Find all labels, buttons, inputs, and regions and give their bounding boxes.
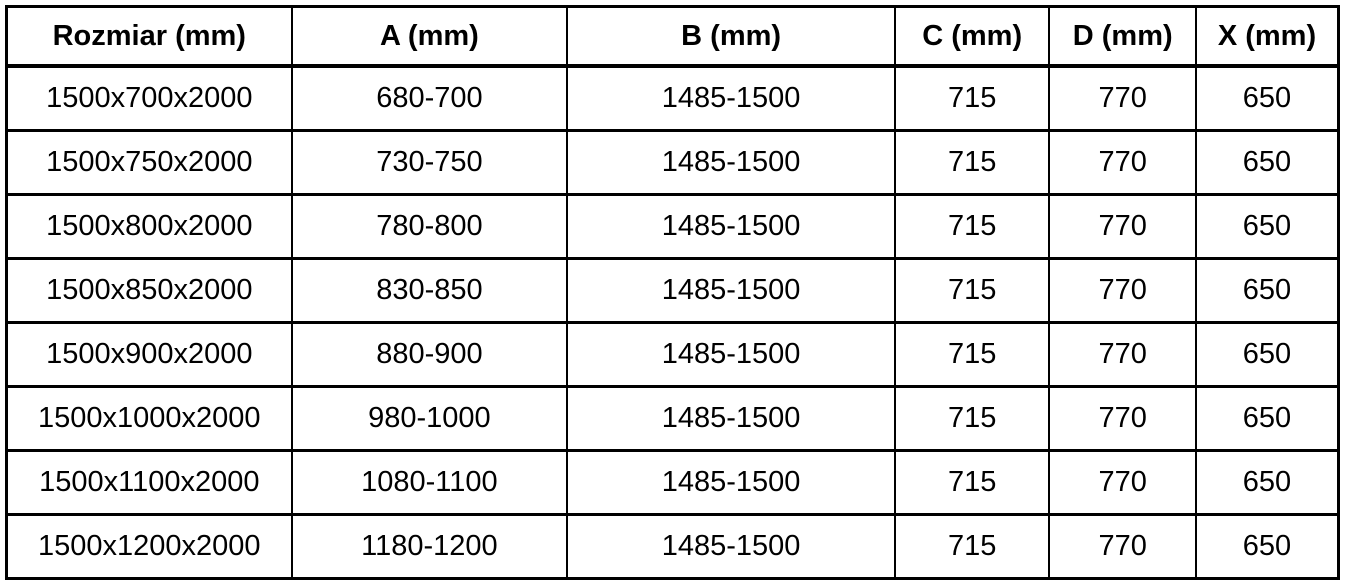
cell-x: 650 <box>1196 195 1339 259</box>
column-header-a: A (mm) <box>292 7 568 67</box>
cell-b: 1485-1500 <box>567 387 895 451</box>
cell-a: 680-700 <box>292 66 568 131</box>
table-row <box>7 66 1339 131</box>
cell-c: 715 <box>895 323 1050 387</box>
cell-c: 715 <box>895 66 1050 131</box>
cell-x: 650 <box>1196 515 1339 579</box>
cell-x: 650 <box>1196 451 1339 515</box>
cell-d: 770 <box>1049 195 1196 259</box>
cell-d: 770 <box>1049 387 1196 451</box>
table-header-row <box>7 7 1339 67</box>
cell-c: 715 <box>895 387 1050 451</box>
cell-x: 650 <box>1196 131 1339 195</box>
cell-rozmiar: 1500x750x2000 <box>7 131 292 195</box>
cell-c: 715 <box>895 451 1050 515</box>
cell-b: 1485-1500 <box>567 131 895 195</box>
cell-d: 770 <box>1049 323 1196 387</box>
cell-b: 1485-1500 <box>567 195 895 259</box>
column-header-rozmiar: Rozmiar (mm) <box>7 7 292 67</box>
cell-d: 770 <box>1049 451 1196 515</box>
column-header-d: D (mm) <box>1049 7 1196 67</box>
cell-rozmiar: 1500x900x2000 <box>7 323 292 387</box>
cell-b: 1485-1500 <box>567 515 895 579</box>
column-header-b: B (mm) <box>567 7 895 67</box>
table-row <box>7 387 1339 451</box>
cell-c: 715 <box>895 259 1050 323</box>
table-row <box>7 515 1339 579</box>
cell-b: 1485-1500 <box>567 259 895 323</box>
cell-rozmiar: 1500x850x2000 <box>7 259 292 323</box>
cell-d: 770 <box>1049 515 1196 579</box>
cell-c: 715 <box>895 515 1050 579</box>
table-row <box>7 323 1339 387</box>
cell-a: 780-800 <box>292 195 568 259</box>
cell-d: 770 <box>1049 66 1196 131</box>
cell-b: 1485-1500 <box>567 66 895 131</box>
cell-b: 1485-1500 <box>567 451 895 515</box>
cell-a: 880-900 <box>292 323 568 387</box>
cell-a: 1080-1100 <box>292 451 568 515</box>
cell-c: 715 <box>895 131 1050 195</box>
cell-a: 980-1000 <box>292 387 568 451</box>
cell-rozmiar: 1500x800x2000 <box>7 195 292 259</box>
cell-c: 715 <box>895 195 1050 259</box>
cell-d: 770 <box>1049 131 1196 195</box>
cell-rozmiar: 1500x700x2000 <box>7 66 292 131</box>
cell-rozmiar: 1500x1200x2000 <box>7 515 292 579</box>
column-header-x: X (mm) <box>1196 7 1339 67</box>
cell-b: 1485-1500 <box>567 323 895 387</box>
cell-a: 730-750 <box>292 131 568 195</box>
table-row <box>7 131 1339 195</box>
cell-d: 770 <box>1049 259 1196 323</box>
cell-rozmiar: 1500x1100x2000 <box>7 451 292 515</box>
cell-a: 830-850 <box>292 259 568 323</box>
dimensions-table <box>5 5 1340 580</box>
cell-x: 650 <box>1196 259 1339 323</box>
cell-rozmiar: 1500x1000x2000 <box>7 387 292 451</box>
table-row <box>7 451 1339 515</box>
column-header-c: C (mm) <box>895 7 1050 67</box>
cell-x: 650 <box>1196 323 1339 387</box>
cell-a: 1180-1200 <box>292 515 568 579</box>
table-row <box>7 259 1339 323</box>
table-row <box>7 195 1339 259</box>
cell-x: 650 <box>1196 66 1339 131</box>
cell-x: 650 <box>1196 387 1339 451</box>
